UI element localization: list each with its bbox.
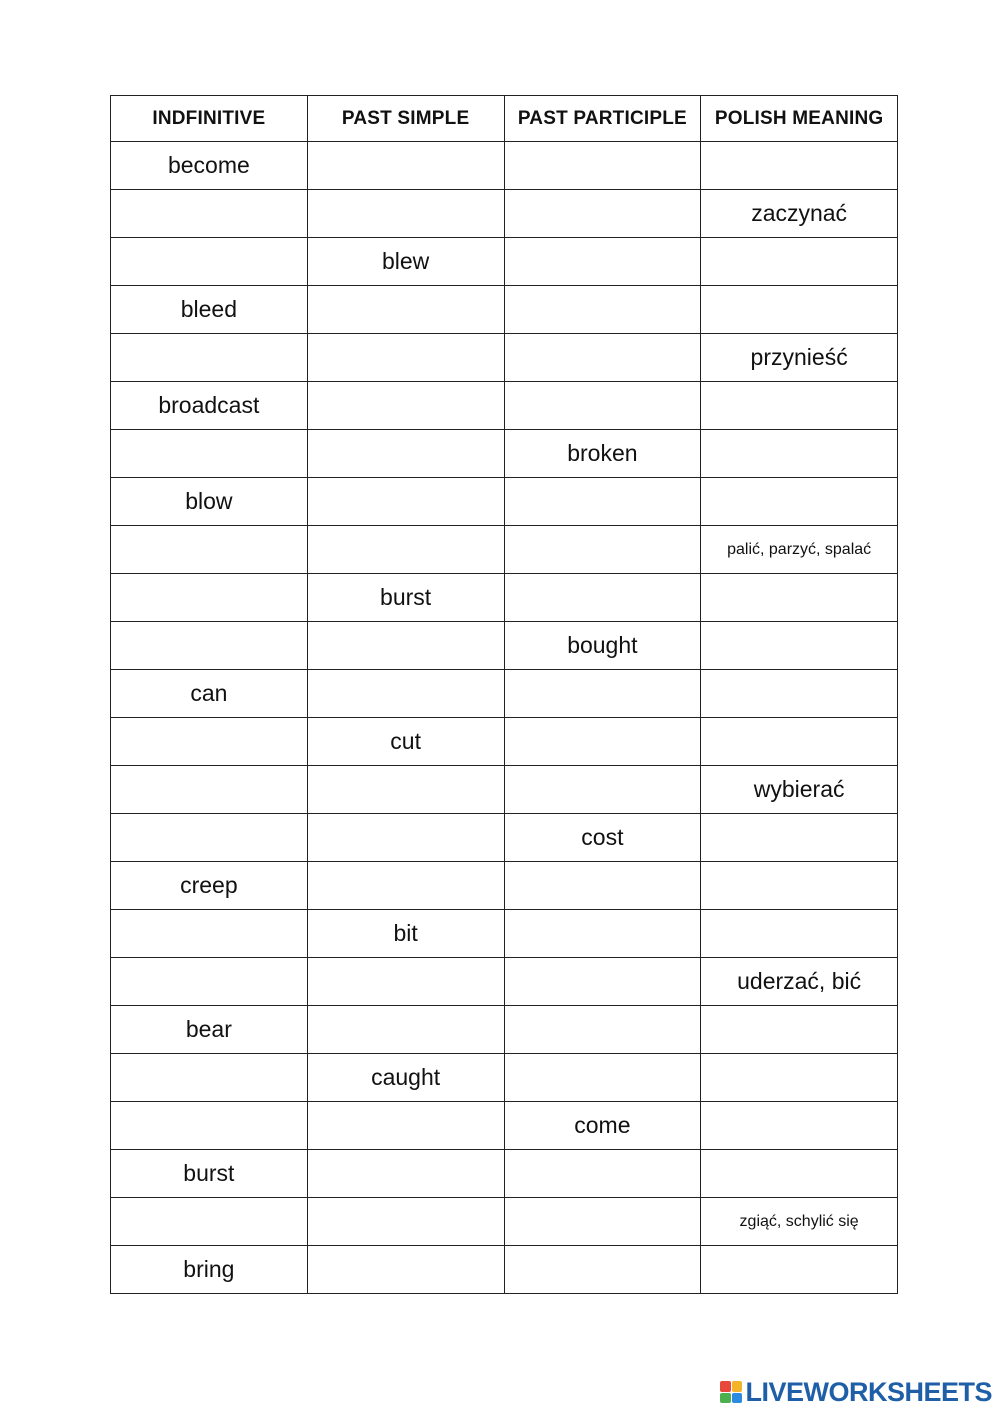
- table-row: [111, 766, 898, 814]
- cell-infinitive[interactable]: [111, 910, 308, 958]
- table-row: [111, 430, 898, 478]
- cell-polish-meaning[interactable]: [701, 1006, 898, 1054]
- cell-past-participle[interactable]: [504, 238, 701, 286]
- cell-infinitive: become: [111, 142, 308, 190]
- table-row: [111, 382, 898, 430]
- cell-infinitive[interactable]: [111, 574, 308, 622]
- cell-infinitive: bleed: [111, 286, 308, 334]
- cell-polish-meaning[interactable]: [701, 478, 898, 526]
- table-row: [111, 1198, 898, 1246]
- cell-past-simple[interactable]: [307, 526, 504, 574]
- table-row: [111, 670, 898, 718]
- cell-infinitive: broadcast: [111, 382, 308, 430]
- cell-past-simple[interactable]: [307, 190, 504, 238]
- table-row: [111, 910, 898, 958]
- table-row: [111, 1246, 898, 1294]
- table-row: [111, 1006, 898, 1054]
- table-row: [111, 286, 898, 334]
- cell-polish-meaning[interactable]: [701, 910, 898, 958]
- cell-past-simple[interactable]: [307, 622, 504, 670]
- cell-past-participle[interactable]: [504, 574, 701, 622]
- table-row: [111, 718, 898, 766]
- cell-past-simple[interactable]: [307, 1102, 504, 1150]
- cell-infinitive: blow: [111, 478, 308, 526]
- cell-past-simple[interactable]: [307, 1006, 504, 1054]
- brand-name: LIVEWORKSHEETS: [745, 1376, 992, 1407]
- cell-infinitive: can: [111, 670, 308, 718]
- cell-infinitive: creep: [111, 862, 308, 910]
- table-row: [111, 574, 898, 622]
- table-row: [111, 190, 898, 238]
- irregular-verbs-table: [110, 95, 898, 1294]
- table-row: [111, 142, 898, 190]
- cell-polish-meaning[interactable]: [701, 1054, 898, 1102]
- cell-polish-meaning: palić, parzyć, spalać: [701, 526, 898, 574]
- cell-past-participle[interactable]: [504, 862, 701, 910]
- cell-past-participle: bought: [504, 622, 701, 670]
- cell-past-participle[interactable]: [504, 1198, 701, 1246]
- cell-past-participle[interactable]: [504, 478, 701, 526]
- cell-polish-meaning[interactable]: [701, 238, 898, 286]
- table-row: [111, 622, 898, 670]
- cell-past-simple[interactable]: [307, 142, 504, 190]
- cell-infinitive[interactable]: [111, 334, 308, 382]
- cell-past-participle[interactable]: [504, 1006, 701, 1054]
- table-row: [111, 238, 898, 286]
- cell-infinitive[interactable]: [111, 430, 308, 478]
- cell-past-simple[interactable]: [307, 382, 504, 430]
- logo-square-yellow: [732, 1381, 743, 1392]
- header-past-simple: PAST SIMPLE: [307, 96, 504, 142]
- cell-past-simple[interactable]: [307, 862, 504, 910]
- header-polish-meaning: POLISH MEANING: [701, 96, 898, 142]
- cell-past-participle[interactable]: [504, 766, 701, 814]
- table-row: [111, 478, 898, 526]
- cell-polish-meaning[interactable]: [701, 814, 898, 862]
- cell-polish-meaning: uderzać, bić: [701, 958, 898, 1006]
- header-infinitive: INDFINITIVE: [111, 96, 308, 142]
- cell-past-simple[interactable]: [307, 814, 504, 862]
- cell-past-simple: blew: [307, 238, 504, 286]
- cell-infinitive[interactable]: [111, 814, 308, 862]
- cell-past-participle[interactable]: [504, 286, 701, 334]
- cell-past-participle[interactable]: [504, 670, 701, 718]
- cell-polish-meaning[interactable]: [701, 670, 898, 718]
- cell-polish-meaning: przynieść: [701, 334, 898, 382]
- cell-polish-meaning: zgiąć, schylić się: [701, 1198, 898, 1246]
- cell-infinitive[interactable]: [111, 622, 308, 670]
- table-row: [111, 1054, 898, 1102]
- cell-past-simple[interactable]: [307, 670, 504, 718]
- cell-infinitive: burst: [111, 1150, 308, 1198]
- cell-infinitive[interactable]: [111, 1198, 308, 1246]
- cell-infinitive[interactable]: [111, 190, 308, 238]
- cell-past-simple[interactable]: [307, 430, 504, 478]
- cell-past-participle[interactable]: [504, 190, 701, 238]
- cell-polish-meaning[interactable]: [701, 862, 898, 910]
- cell-polish-meaning[interactable]: [701, 286, 898, 334]
- cell-past-participle[interactable]: [504, 958, 701, 1006]
- table-row: [111, 862, 898, 910]
- cell-polish-meaning[interactable]: [701, 622, 898, 670]
- cell-past-simple[interactable]: [307, 1246, 504, 1294]
- cell-past-simple[interactable]: [307, 334, 504, 382]
- table-body: [111, 142, 898, 1294]
- cell-infinitive[interactable]: [111, 1102, 308, 1150]
- cell-polish-meaning[interactable]: [701, 382, 898, 430]
- cell-infinitive[interactable]: [111, 766, 308, 814]
- table-row: [111, 334, 898, 382]
- logo-square-blue: [732, 1393, 743, 1404]
- cell-past-participle[interactable]: [504, 1150, 701, 1198]
- cell-past-participle[interactable]: [504, 1054, 701, 1102]
- cell-past-simple: caught: [307, 1054, 504, 1102]
- cell-past-participle[interactable]: [504, 382, 701, 430]
- cell-past-simple: bit: [307, 910, 504, 958]
- cell-past-simple[interactable]: [307, 478, 504, 526]
- cell-past-participle: cost: [504, 814, 701, 862]
- cell-infinitive: bear: [111, 1006, 308, 1054]
- cell-past-simple[interactable]: [307, 766, 504, 814]
- cell-infinitive[interactable]: [111, 958, 308, 1006]
- cell-past-participle: broken: [504, 430, 701, 478]
- logo-square-red: [720, 1381, 731, 1392]
- cell-infinitive[interactable]: [111, 1054, 308, 1102]
- cell-past-participle[interactable]: [504, 910, 701, 958]
- cell-polish-meaning[interactable]: [701, 1150, 898, 1198]
- cell-polish-meaning[interactable]: [701, 574, 898, 622]
- cell-polish-meaning[interactable]: [701, 430, 898, 478]
- cell-infinitive[interactable]: [111, 718, 308, 766]
- cell-past-participle: come: [504, 1102, 701, 1150]
- liveworksheets-logo-icon: [720, 1381, 742, 1403]
- cell-infinitive[interactable]: [111, 526, 308, 574]
- cell-past-participle[interactable]: [504, 526, 701, 574]
- liveworksheets-brand: [720, 1377, 992, 1407]
- cell-polish-meaning[interactable]: [701, 1246, 898, 1294]
- table-row: [111, 526, 898, 574]
- table-row: [111, 1102, 898, 1150]
- cell-past-participle[interactable]: [504, 1246, 701, 1294]
- cell-past-simple[interactable]: [307, 286, 504, 334]
- cell-infinitive: bring: [111, 1246, 308, 1294]
- cell-polish-meaning[interactable]: [701, 1102, 898, 1150]
- table-row: [111, 958, 898, 1006]
- table-row: [111, 1150, 898, 1198]
- cell-past-simple[interactable]: [307, 1198, 504, 1246]
- cell-past-simple[interactable]: [307, 1150, 504, 1198]
- table-header-row: [111, 96, 898, 142]
- cell-polish-meaning[interactable]: [701, 718, 898, 766]
- table-row: [111, 814, 898, 862]
- cell-polish-meaning[interactable]: [701, 142, 898, 190]
- cell-past-simple[interactable]: [307, 958, 504, 1006]
- cell-infinitive[interactable]: [111, 238, 308, 286]
- cell-past-participle[interactable]: [504, 142, 701, 190]
- header-past-participle: PAST PARTICIPLE: [504, 96, 701, 142]
- cell-past-participle[interactable]: [504, 334, 701, 382]
- cell-past-simple: cut: [307, 718, 504, 766]
- cell-past-simple: burst: [307, 574, 504, 622]
- cell-polish-meaning: zaczynać: [701, 190, 898, 238]
- logo-square-green: [720, 1393, 731, 1404]
- cell-past-participle[interactable]: [504, 718, 701, 766]
- cell-polish-meaning: wybierać: [701, 766, 898, 814]
